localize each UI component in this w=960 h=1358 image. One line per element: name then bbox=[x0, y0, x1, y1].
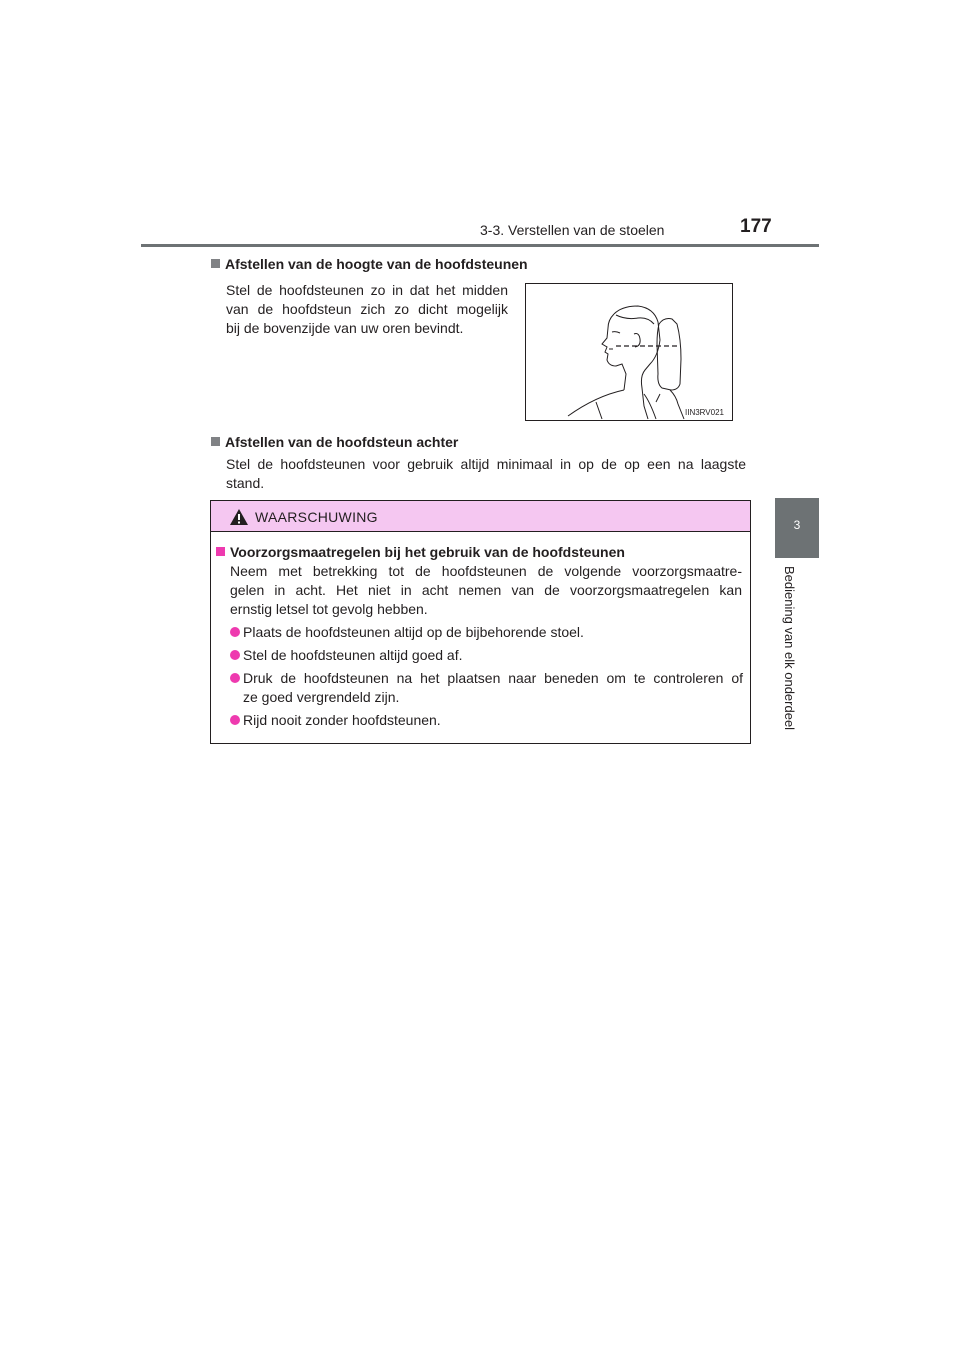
bullet-dot-icon bbox=[230, 673, 240, 683]
square-bullet-icon bbox=[216, 547, 225, 556]
page-number: 177 bbox=[740, 216, 772, 237]
warning-bullet-item: Rijd nooit zonder hoofdsteunen. bbox=[230, 711, 743, 730]
warning-bullet-item: Plaats de hoofdsteunen altijd op de bijbehorende stoel. bbox=[230, 623, 743, 642]
warning-triangle-icon bbox=[229, 508, 249, 526]
bullet-dot-icon bbox=[230, 715, 240, 725]
section-heading-rear: Afstellen van de hoofdsteun achter bbox=[211, 434, 458, 450]
bullet-dot-icon bbox=[230, 627, 240, 637]
warning-title: WAARSCHUWING bbox=[255, 509, 378, 525]
warning-bullet-item: Stel de hoofdsteunen altijd goed af. bbox=[230, 646, 743, 665]
chapter-tab bbox=[775, 498, 819, 558]
headrest-illustration bbox=[525, 283, 733, 421]
warning-box bbox=[210, 500, 751, 744]
warning-paragraph: Neem met betrekking tot de hoofdsteunen de volgende voorzorgsmaatre- gelen in acht. Het niet in acht nemen van de voorzorgsmaatregelen kan ernstig letsel tot gevolg hebben. bbox=[230, 563, 742, 617]
section-title: 3-3. Verstellen van de stoelen bbox=[480, 222, 665, 238]
head-and-headrest-drawing bbox=[526, 284, 732, 420]
bullet-dot-icon bbox=[230, 650, 240, 660]
warning-heading: Voorzorgsmaatregelen bij het gebruik van de hoofdsteunen bbox=[216, 544, 625, 560]
figure-code: IIN3RV021 bbox=[685, 408, 724, 417]
chapter-label: Bediening van elk onderdeel bbox=[782, 566, 797, 731]
header-rule bbox=[141, 244, 819, 247]
warning-bullet-item: Druk de hoofdsteunen na het plaatsen naar beneden om te controleren of ze goed vergrendeld zijn. bbox=[230, 669, 743, 707]
warning-header bbox=[211, 501, 750, 532]
section-heading-height: Afstellen van de hoogte van de hoofdsteunen bbox=[211, 256, 528, 272]
square-bullet-icon bbox=[211, 259, 220, 268]
section-text-rear: Stel de hoofdsteunen voor gebruik altijd minimaal in op de op een na laagste stand. bbox=[226, 456, 746, 491]
section-text-height: Stel de hoofdsteunen zo in dat het midden van de hoofdsteun zich zo dicht mogelijk bij de bovenzijde van uw oren bevindt. bbox=[226, 282, 508, 336]
square-bullet-icon bbox=[211, 437, 220, 446]
chapter-number: 3 bbox=[793, 518, 801, 532]
